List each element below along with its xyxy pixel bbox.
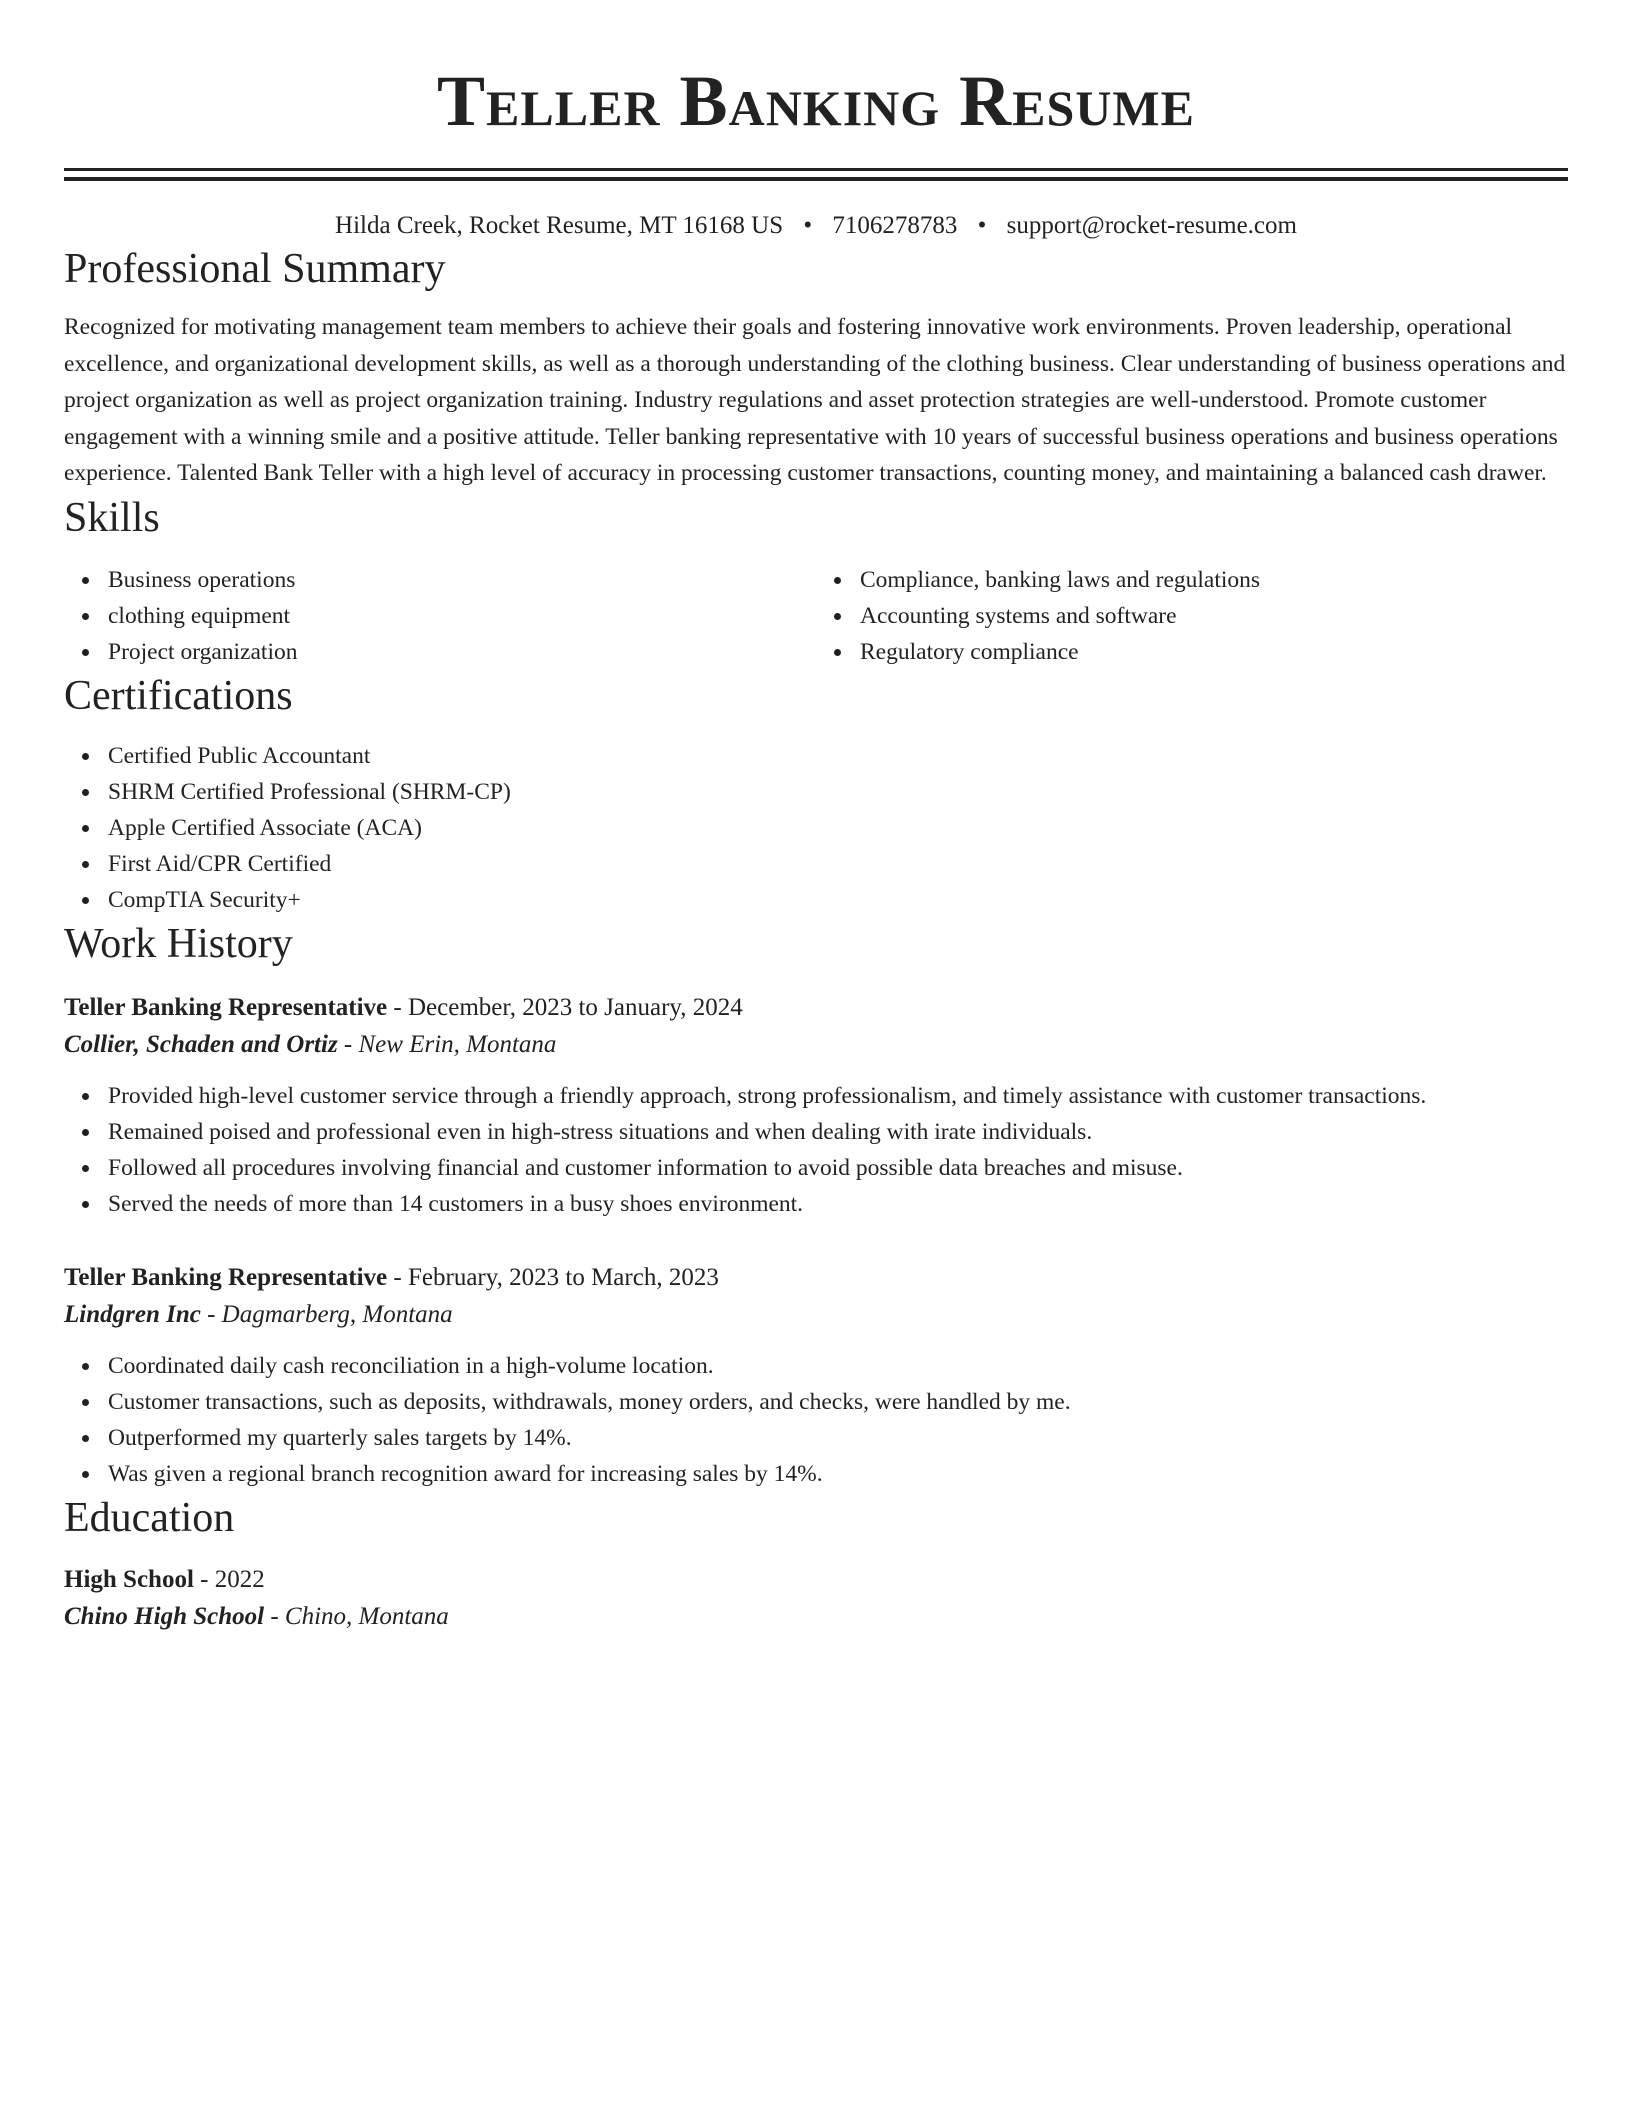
- summary-section: [64, 243, 1568, 492]
- summary-text: Recognized for motivating management team members to achieve their goals and fostering innovative work environments. Proven leadership, operational excellence, and organizational development skills, as well as a thorough understanding of the clothing business. Clear understanding of business operations and project organization as well as project organization training. Industry regulations and asset protection strategies are well-understood. Promote customer engagement with a winning smile and a positive attitude. Teller banking representative with 10 years of successful business operations and business operations experience. Talented Bank Teller with a high level of accuracy in processing customer transactions, counting money, and maintaining a balanced cash drawer.: [64, 314, 1566, 486]
- contact-separator: •: [977, 212, 987, 239]
- job-bullets: [64, 1078, 1568, 1222]
- contact-email: support@rocket-resume.com: [1006, 212, 1297, 239]
- contact-line: [64, 209, 1568, 243]
- certification-item: Certified Public Accountant: [108, 738, 1568, 774]
- certifications-list: [64, 738, 1568, 918]
- certification-item: CompTIA Security+: [108, 882, 1568, 918]
- certifications-heading: Certifications: [64, 672, 293, 719]
- work-history-heading: Work History: [64, 920, 293, 967]
- skill-item: Project organization: [108, 634, 816, 670]
- education-heading: Education: [64, 1494, 235, 1541]
- job-title: Teller Banking Representative: [64, 993, 388, 1021]
- job-bullet: Provided high-level customer service through a friendly approach, strong professionalism, and timely assistance with customer transactions.: [108, 1078, 1568, 1114]
- skills-column-right: [816, 562, 1568, 670]
- job-bullet: Coordinated daily cash reconciliation in a high-volume location.: [108, 1348, 1568, 1384]
- skills-grid: [64, 562, 1568, 670]
- certifications-section: [64, 670, 1568, 918]
- job-dates: February, 2023 to March, 2023: [408, 1263, 719, 1291]
- skills-column-left: [64, 562, 816, 670]
- job-location: New Erin, Montana: [358, 1030, 557, 1058]
- job-bullet: Was given a regional branch recognition award for increasing sales by 14%.: [108, 1456, 1568, 1492]
- certification-item: SHRM Certified Professional (SHRM-CP): [108, 774, 1568, 810]
- employer-line: [64, 1296, 1568, 1334]
- skills-list-left: [64, 562, 816, 670]
- skills-list-right: [816, 562, 1568, 670]
- skill-item: Compliance, banking laws and regulations: [860, 562, 1568, 598]
- skill-item: Accounting systems and software: [860, 598, 1568, 634]
- education-year: 2022: [214, 1565, 265, 1593]
- job-bullet: Outperformed my quarterly sales targets by 14%.: [108, 1420, 1568, 1456]
- certification-item: Apple Certified Associate (ACA): [108, 810, 1568, 846]
- contact-phone: 7106278783: [832, 212, 958, 239]
- dash-separator: -: [193, 1565, 215, 1593]
- contact-address: Hilda Creek, Rocket Resume, MT 16168 US: [335, 212, 784, 239]
- job-bullets: [64, 1348, 1568, 1492]
- job-bullet: Remained poised and professional even in high-stress situations and when dealing with irate individuals.: [108, 1114, 1568, 1150]
- dash-separator: -: [200, 1300, 222, 1328]
- job-dates: December, 2023 to January, 2024: [408, 993, 743, 1021]
- skills-section: [64, 492, 1568, 670]
- job-entry: [64, 1260, 1568, 1492]
- skill-item: Business operations: [108, 562, 816, 598]
- education-degree: High School: [64, 1565, 194, 1593]
- job-employer: Collier, Schaden and Ortiz: [64, 1030, 338, 1058]
- job-employer: Lindgren Inc: [64, 1300, 201, 1328]
- job-bullet: Customer transactions, such as deposits, withdrawals, money orders, and checks, were handled by me.: [108, 1384, 1568, 1420]
- resume-title: Teller Banking Resume: [437, 61, 1195, 141]
- education-school: Chino High School: [64, 1602, 265, 1630]
- dash-separator: -: [264, 1602, 285, 1630]
- title-rule-top: [64, 168, 1568, 171]
- job-location: Dagmarberg, Montana: [221, 1300, 453, 1328]
- title-rule-bottom: [64, 177, 1568, 181]
- summary-heading: Professional Summary: [64, 246, 446, 292]
- work-history-section: [64, 918, 1568, 1492]
- job-entry: [64, 990, 1568, 1222]
- education-entry: [64, 1562, 1568, 1636]
- job-title-line: [64, 990, 1568, 1026]
- education-location: Chino, Montana: [284, 1602, 449, 1630]
- dash-separator: -: [387, 993, 408, 1021]
- school-line: [64, 1598, 1568, 1636]
- skill-item: clothing equipment: [108, 598, 816, 634]
- education-section: [64, 1492, 1568, 1636]
- job-bullet: Served the needs of more than 14 customers in a busy shoes environment.: [108, 1186, 1568, 1222]
- skills-heading: Skills: [64, 494, 160, 541]
- dash-separator: -: [387, 1263, 408, 1291]
- contact-separator: •: [803, 212, 813, 239]
- certification-item: First Aid/CPR Certified: [108, 846, 1568, 882]
- employer-line: [64, 1026, 1568, 1064]
- job-title: Teller Banking Representative: [64, 1263, 388, 1291]
- dash-separator: -: [337, 1030, 359, 1058]
- skill-item: Regulatory compliance: [860, 634, 1568, 670]
- job-title-line: [64, 1260, 1568, 1296]
- degree-line: [64, 1562, 1568, 1598]
- job-bullet: Followed all procedures involving financial and customer information to avoid possible data breaches and misuse.: [108, 1150, 1568, 1186]
